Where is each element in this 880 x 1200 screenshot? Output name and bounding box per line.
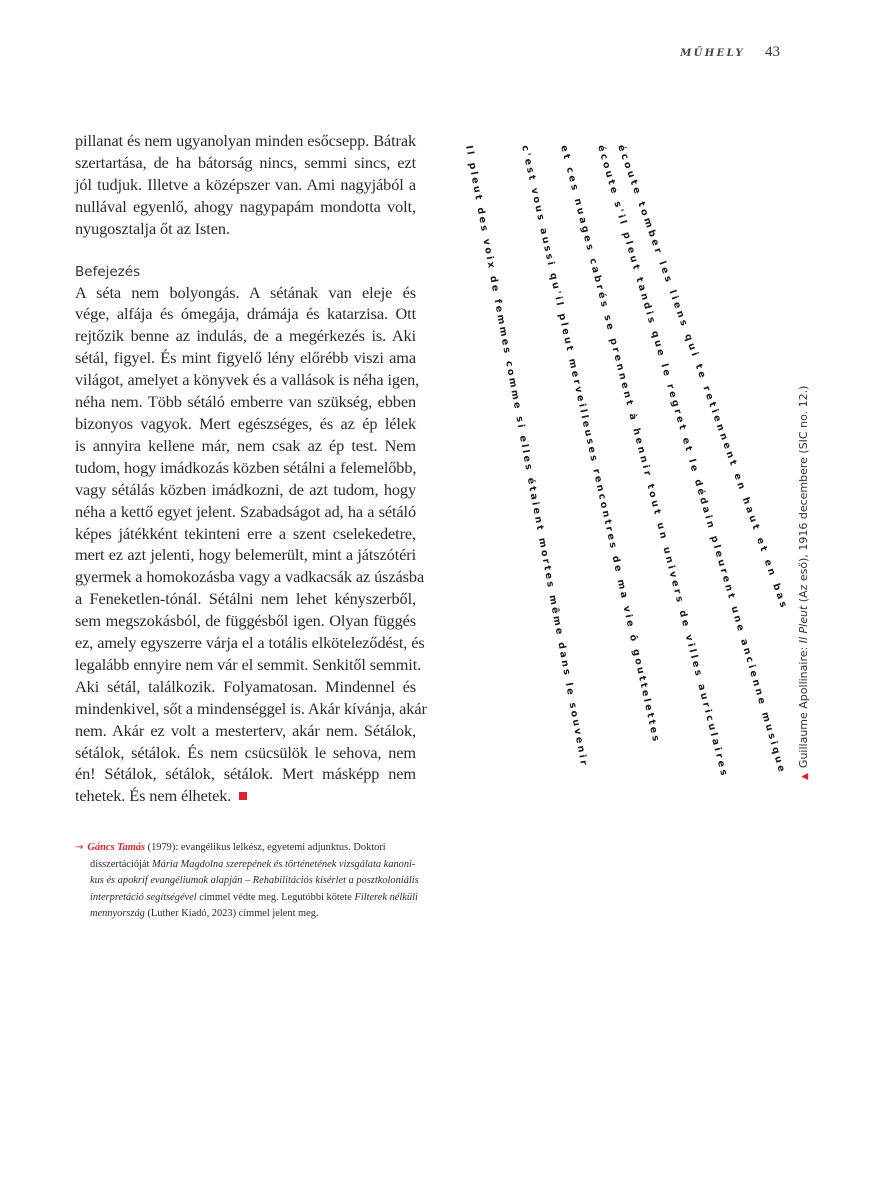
end-of-article-square-icon <box>239 792 247 800</box>
dissertation-title: kus és apokrif evangéliumok alapján – Rehabilitációs kísérlet a posztkoloniális <box>90 875 419 886</box>
text-line: nyugosztalja őt az Isten. <box>75 218 230 238</box>
dissertation-title: interpretáció segítségével <box>90 891 197 903</box>
text-line <box>75 785 416 807</box>
author-bio <box>75 840 419 923</box>
text-line: néha a kettő egyet jelent. Szabadságot ad, ha a sétáló <box>75 501 416 521</box>
text-line: tudom, hogy imádkozás közben sétálni a felemelőbb, <box>75 457 417 477</box>
text-line: világot, amelyet a könyvek és a vallások is néha igen, <box>75 370 420 390</box>
caption-details: (Az eső), 1916 decembere (SIC no. 12.) <box>797 385 810 606</box>
author-name: Gáncs Tamás <box>87 842 146 853</box>
article-column <box>75 130 427 807</box>
section-name: MŰHELY <box>680 48 745 59</box>
opening-paragraph <box>75 130 416 240</box>
poem-line: écoute s'il pleut tandis que le regret et le dédain pleurent une ancienne musique <box>595 143 787 774</box>
text-line: mert ez azt jelenti, hogy belemerült, mint a játszótéri <box>75 545 416 565</box>
text-line: mindenkivel, sőt a mindenséggel is. Akár kívánja, akár <box>75 698 427 718</box>
text-line: rejtőzik benne az indulás, de a megérkezés is. Aki <box>75 326 416 346</box>
text-line: sem megszokásból, de függésből igen. Olyan függés <box>75 611 416 631</box>
final-sentence: tehetek. És nem élhetek. <box>75 786 232 806</box>
text-line: bizonyos vagyok. Mert egészséges, és az ép lélek <box>75 413 416 433</box>
text-line: A séta nem bolyongás. A sétának van eleje és <box>75 282 416 302</box>
text-line: legalább ennyire nem vár el semmit. Senkitől semmit. <box>75 654 422 674</box>
bio-line <box>75 906 416 923</box>
text-line: is annyira kellene már, nem csak az ép test. Nem <box>75 435 416 455</box>
bio-text: címmel védte meg. Legutóbbi kötete <box>196 891 355 903</box>
poem-line: et ces nuages cabrés se prennent à hennir tout un univers de villes auriculaires <box>558 144 730 777</box>
text-line: képes játékként tekinteni erre a szent cselekedetre, <box>75 523 416 543</box>
poem-line: écoute tomber les liens qui te retiennent en haut et en bas <box>615 143 789 609</box>
section-subheading: Befejezés <box>75 263 141 280</box>
dissertation-title: Mária Magdolna szerepének és történetének vizsgálata kanoni- <box>152 858 416 870</box>
bio-text: (1979): evangélikus lelkész, egyetemi adjunktus. Doktori <box>145 842 386 853</box>
text-line: néha nem. Több sétáló emberre van szükség, ebben <box>75 392 416 412</box>
text-line: pillanat és nem ugyanolyan minden esőcsepp. Bátrak <box>75 131 416 150</box>
bio-line <box>75 890 416 907</box>
bio-line <box>75 840 416 857</box>
caption-title: Il Pleut <box>797 605 810 644</box>
bio-line <box>75 857 416 874</box>
bio-line <box>75 873 419 890</box>
text-line: a Feneketlen-tónál. Sétálni nem lehet kényszerből, <box>75 589 416 609</box>
figure-caption <box>797 386 810 780</box>
text-line: sétálok, sétálok. És nem csücsülök le sehova, nem <box>75 742 416 762</box>
text-line: Aki sétál, találkozik. Folyamatosan. Mindennel és <box>75 676 416 696</box>
bio-text: (Luther Kiadó, 2023) címmel jelent meg. <box>144 908 319 919</box>
closing-paragraph <box>75 282 427 808</box>
book-title: Filterek nélküli <box>354 891 418 903</box>
text-line: szertartása, de ha bátorság nincs, semmi sincs, ezt <box>75 152 416 172</box>
text-line: jól tudjuk. Illetve a középszer van. Ami nagyjából a <box>75 174 416 194</box>
book-title: mennyország <box>90 908 145 919</box>
page-number: 43 <box>765 44 780 60</box>
text-line: sétál, figyel. És mint figyelő lény előrébb viszi ama <box>75 348 416 368</box>
caption-author: Guillaume Apollinaire: <box>797 643 810 769</box>
poem-line: c'est vous aussi qu'il pleut merveilleuses rencontres de ma vie ô gouttelettes <box>519 144 662 743</box>
text-line: vége, alfája és ómegája, drámája és katarzisa. Ott <box>75 304 416 324</box>
poem-line: Il pleut des voix de femmes comme si elles étaient mortes même dans le souvenir <box>463 144 590 766</box>
text-line: ez, amely egyszerre várja el a totális elköteleződést, és <box>75 633 425 653</box>
text-line: nem. Akár ez volt a mesterterv, akár nem. Sétálok, <box>75 720 416 740</box>
triangle-marker-icon: ▲ <box>800 773 810 780</box>
text-line: vagy sétálás közben imádkozni, de azt tudom, hogy <box>75 479 416 499</box>
running-head <box>680 44 780 61</box>
text-line: én! Sétálok, sétálok, sétálok. Mert másképp nem <box>75 764 416 784</box>
bio-text: disszertációját <box>90 858 153 870</box>
text-line: nullával egyenlő, ahogy nagypapám mondotta volt, <box>75 196 416 216</box>
text-line: gyermek a homokozásba vagy a vadkacsák az úszásba <box>75 567 425 587</box>
arrow-right-icon: → <box>75 842 84 853</box>
